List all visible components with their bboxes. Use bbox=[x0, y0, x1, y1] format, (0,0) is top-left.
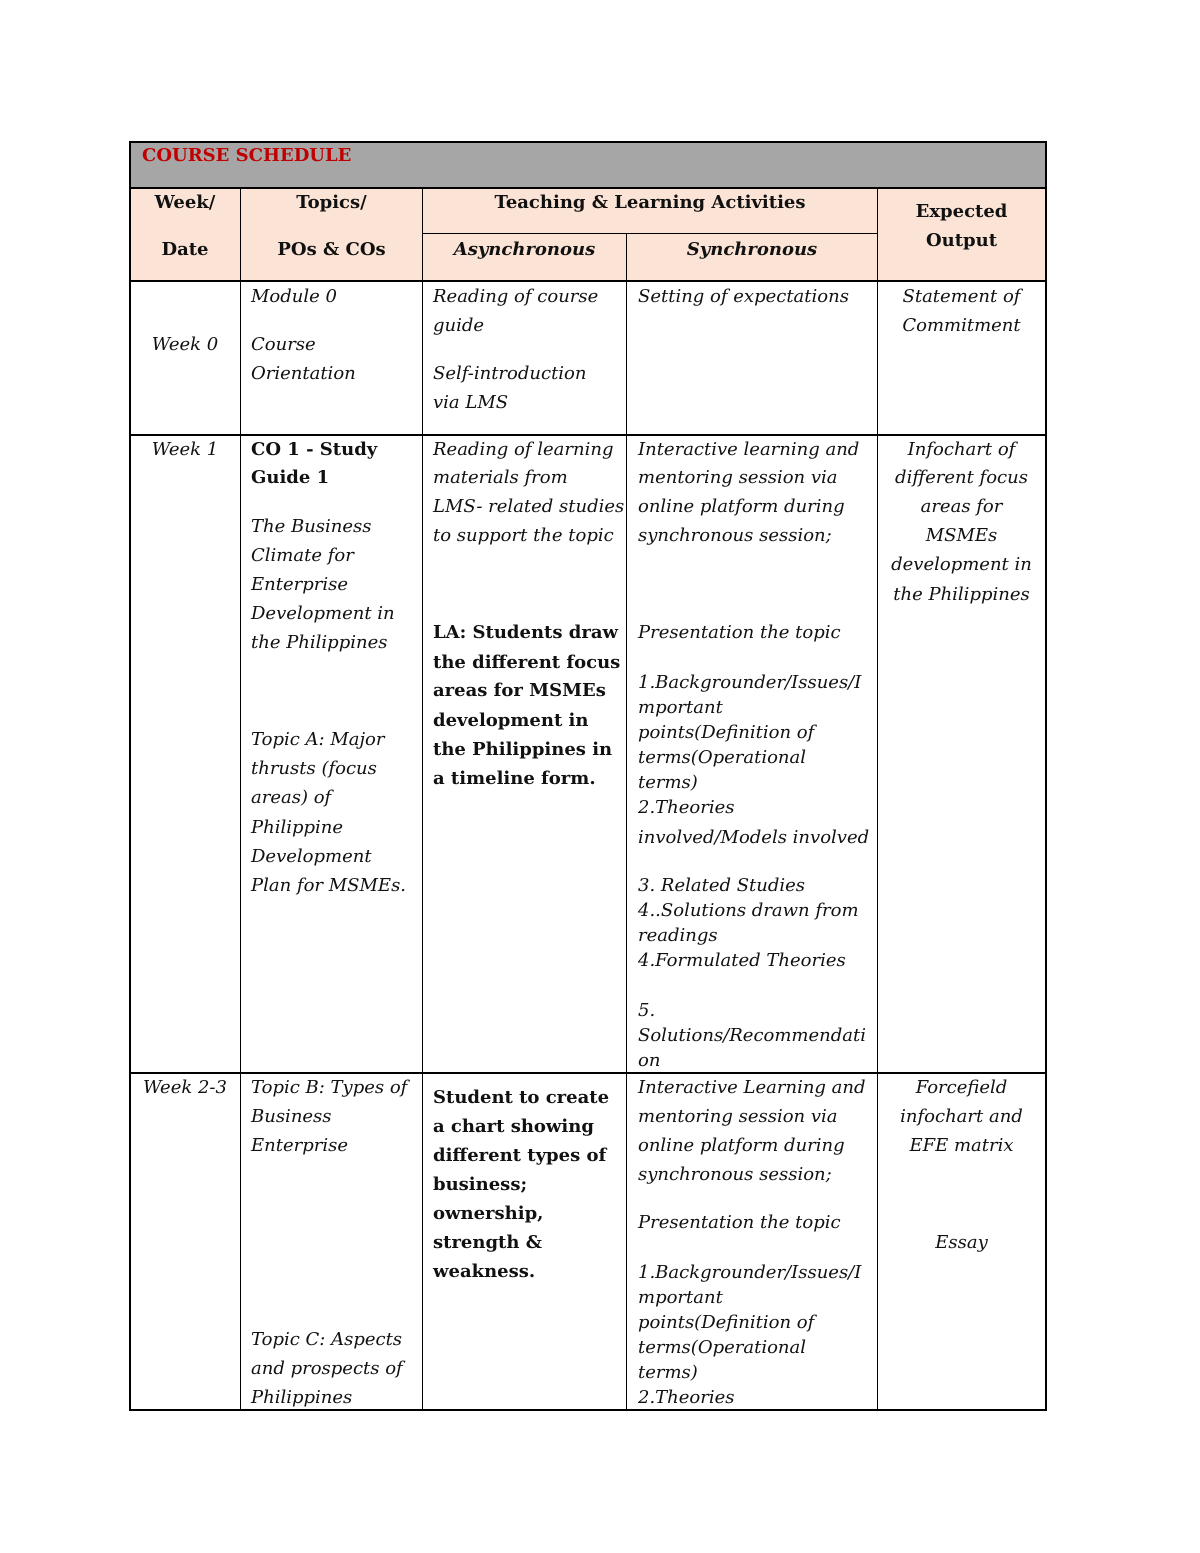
row2-output-essay: Essay bbox=[935, 1232, 988, 1253]
row1-co-l1: CO 1 - Study bbox=[251, 439, 378, 460]
row1-topica-l1: Topic A: Major bbox=[251, 729, 385, 750]
row1-la-l2: the different focus bbox=[433, 652, 621, 673]
row1-topic-l3: Enterprise bbox=[251, 574, 348, 595]
row2-la-l3: different types of bbox=[433, 1145, 607, 1166]
row1-sync-list4-l1: 5. bbox=[638, 1000, 656, 1021]
row1-co-l2: Guide 1 bbox=[251, 467, 330, 488]
row2-topicb-l1: Topic B: Types of bbox=[251, 1077, 408, 1098]
row1-sync-list3-l3: readings bbox=[638, 925, 718, 946]
row0-async-l2: guide bbox=[433, 315, 485, 336]
row0-week: Week 0 bbox=[151, 334, 219, 355]
header-week-line2: Date bbox=[161, 239, 209, 260]
row2-sync-list1-l6: 2.Theories bbox=[638, 1387, 735, 1408]
row0-module: Module 0 bbox=[251, 286, 337, 307]
row1-sync-list2: involved/Models involved bbox=[638, 827, 870, 848]
row1-sync-list1-l3: points(Definition of bbox=[638, 722, 815, 743]
row2-output-l3: EFE matrix bbox=[909, 1135, 1014, 1156]
header-output-line1: Expected bbox=[915, 201, 1008, 222]
col-rule-3 bbox=[626, 234, 627, 1410]
row1-sync-list3-l2: 4..Solutions drawn from bbox=[638, 900, 859, 921]
row1-sync-l4: synchronous session; bbox=[638, 525, 832, 546]
header-topics-line2: POs & COs bbox=[277, 239, 386, 260]
row2-sync-list1-l2: mportant bbox=[638, 1287, 723, 1308]
row2-topicb-l3: Enterprise bbox=[251, 1135, 348, 1156]
table-border-right bbox=[1045, 141, 1047, 1411]
row2-la-l6: strength & bbox=[433, 1232, 542, 1253]
header-week bbox=[130, 188, 240, 264]
header-topics bbox=[241, 188, 422, 264]
row1-topica-l2: thrusts (focus bbox=[251, 758, 377, 779]
row1-la-l3: areas for MSMEs bbox=[433, 680, 606, 701]
row1-output-l2: different focus bbox=[895, 467, 1028, 488]
row2-la-l5: ownership, bbox=[433, 1203, 544, 1224]
row1-async-l4: to support the topic bbox=[433, 525, 614, 546]
row1-sync-l3: online platform during bbox=[638, 496, 845, 517]
row1-sync-list1-l4: terms(Operational bbox=[638, 747, 806, 768]
row1-sync-list1-l2: mportant bbox=[638, 697, 723, 718]
row2-topicb-l2: Business bbox=[251, 1106, 332, 1127]
col-rule-2 bbox=[422, 188, 423, 1410]
row1-output-l6: the Philippines bbox=[893, 584, 1030, 605]
row2-sync-presentation: Presentation the topic bbox=[638, 1212, 841, 1233]
row0-output-l1: Statement of bbox=[902, 286, 1021, 307]
row0-topic-l1: Course bbox=[251, 334, 316, 355]
row2-topicc-l1: Topic C: Aspects bbox=[251, 1329, 403, 1350]
col-rule-1 bbox=[240, 188, 241, 1410]
row1-la-l4: development in bbox=[433, 710, 589, 731]
row1-output-l5: development in bbox=[891, 554, 1032, 575]
col-rule-4 bbox=[877, 188, 878, 1410]
header-output bbox=[878, 197, 1045, 255]
row2-output-l1: Forcefield bbox=[915, 1077, 1008, 1098]
header-async: Asynchronous bbox=[453, 239, 596, 260]
row1-topica-l5: Development bbox=[251, 846, 372, 867]
row1-sync-list4-l3: on bbox=[638, 1050, 661, 1071]
row1-topica-l3: areas) of bbox=[251, 787, 332, 808]
row1-la-l1: LA: Students draw bbox=[433, 622, 619, 643]
row1-topica-l6: Plan for MSMEs. bbox=[251, 875, 407, 896]
row1-week: Week 1 bbox=[151, 439, 219, 460]
row1-sync-list3-l4: 4.Formulated Theories bbox=[638, 950, 846, 971]
row2-sync-l4: synchronous session; bbox=[638, 1164, 832, 1185]
row0-async-l3: Self-introduction bbox=[433, 363, 587, 384]
row1-sync-list1-l1: 1.Backgrounder/Issues/I bbox=[638, 672, 862, 693]
row1-topica-l4: Philippine bbox=[251, 817, 344, 838]
header-output-line2: Output bbox=[925, 230, 998, 251]
row0-output-l2: Commitment bbox=[902, 315, 1021, 336]
row2-output-l2: infochart and bbox=[900, 1106, 1023, 1127]
row1-sync-list3-l1: 3. Related Studies bbox=[638, 875, 806, 896]
table-title: COURSE SCHEDULE bbox=[142, 145, 352, 166]
row1-output-l3: areas for bbox=[920, 496, 1003, 517]
row2-topicc-l3: Philippines bbox=[251, 1387, 353, 1408]
row2-sync-l3: online platform during bbox=[638, 1135, 845, 1156]
row0-sync: Setting of expectations bbox=[638, 286, 849, 307]
row2-la-l2: a chart showing bbox=[433, 1116, 594, 1137]
row1-sync-list1-l5: terms) bbox=[638, 772, 698, 793]
row1-la-l6: a timeline form. bbox=[433, 768, 596, 789]
row0-async-l4: via LMS bbox=[433, 392, 509, 413]
row2-la-l4: business; bbox=[433, 1174, 528, 1195]
row2-sync-list1-l3: points(Definition of bbox=[638, 1312, 815, 1333]
row1-topic-l4: Development in bbox=[251, 603, 395, 624]
row2-sync-list1-l1: 1.Backgrounder/Issues/I bbox=[638, 1262, 862, 1283]
row2-sync-list1-l5: terms) bbox=[638, 1362, 698, 1383]
header-sync: Synchronous bbox=[686, 239, 818, 260]
row1-async-l2: materials from bbox=[433, 467, 568, 488]
row1-sync-presentation: Presentation the topic bbox=[638, 622, 841, 643]
row1-topic-l1: The Business bbox=[251, 516, 372, 537]
row1-output-l1: Infochart of bbox=[907, 439, 1016, 460]
header-tla: Teaching & Learning Activities bbox=[494, 192, 806, 213]
row1-topic-l5: the Philippines bbox=[251, 632, 388, 653]
row2-la-l7: weakness. bbox=[433, 1261, 536, 1282]
row1-sync-list1-l6: 2.Theories bbox=[638, 797, 735, 818]
row1-sync-l2: mentoring session via bbox=[638, 467, 838, 488]
rule-tla bbox=[423, 233, 878, 234]
row2-sync-list1-l4: terms(Operational bbox=[638, 1337, 806, 1358]
row1-output-l4: MSMEs bbox=[925, 525, 998, 546]
row2-sync-l2: mentoring session via bbox=[638, 1106, 838, 1127]
row1-la-l5: the Philippines in bbox=[433, 739, 613, 760]
row2-la-l1: Student to create bbox=[433, 1087, 610, 1108]
row1-topic-l2: Climate for bbox=[251, 545, 354, 566]
header-topics-line1: Topics/ bbox=[296, 192, 367, 213]
row1-async-l1: Reading of learning bbox=[433, 439, 614, 460]
row2-topicc-l2: and prospects of bbox=[251, 1358, 403, 1379]
row2-week: Week 2-3 bbox=[143, 1077, 227, 1098]
row1-async-l3: LMS- related studies bbox=[433, 496, 625, 517]
row0-async-l1: Reading of course bbox=[433, 286, 599, 307]
row0-topic-l2: Orientation bbox=[251, 363, 356, 384]
header-week-line1: Week/ bbox=[154, 192, 216, 213]
row2-sync-l1: Interactive Learning and bbox=[638, 1077, 866, 1098]
row1-sync-list4-l2: Solutions/Recommendati bbox=[638, 1025, 866, 1046]
row1-sync-l1: Interactive learning and bbox=[638, 439, 860, 460]
